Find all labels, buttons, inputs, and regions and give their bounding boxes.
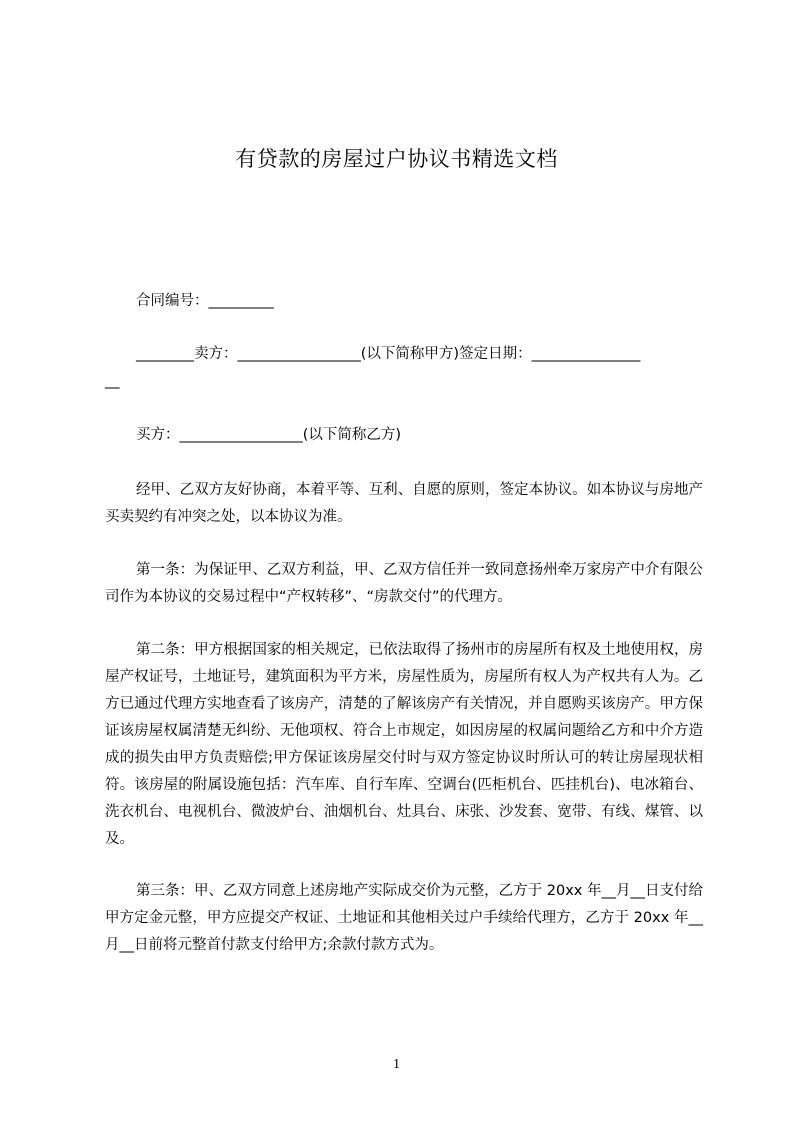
buyer-line: 买方：_________________(以下简称乙方) xyxy=(136,427,402,443)
paragraph-intro: 经甲、乙双方友好协商，本着平等、互利、自愿的原则，签定本协议。如本协议与房地产买卖契约有冲突之处，以本协议为准。 xyxy=(105,482,703,525)
paragraph-article-1: 第一条：为保证甲、乙双方利益，甲、乙双方信任并一致同意扬州牵万家房产中介有限公司作为本协议的交易过程中“产权转移”、“房款交付”的代理方。 xyxy=(105,562,703,605)
seller-line-continuation: __ xyxy=(105,373,120,389)
page-number: 1 xyxy=(393,1057,400,1072)
seller-line: ________卖方：_________________(以下简称甲方)签定日期：_______________ xyxy=(136,346,641,362)
paragraph-article-2: 第二条：甲方根据国家的相关规定，已依法取得了扬州市的房屋所有权及土地使用权，房屋产权证号，土地证号，建筑面积为平方米，房屋性质为，房屋所有权人为产权共有人为。乙方已通过代理方实地查看了该房产，清楚的了解该房产有关情况，并自愿购买该房产。甲方保证该房屋权属清楚无纠纷、无他项权、符合上市规定，如因房屋的权属问题给乙方和中介方造成的损失由甲方负责赔偿;甲方保证该房屋交付时与双方签定协议时所认可的转让房屋现状相符。该房屋的附属设施包括：汽车库、自行车库、空调台(匹柜机台、匹挂机台)、电冰箱台、洗衣机台、电视机台、微波炉台、油烟机台、灶具台、床张、沙发套、宽带、有线、煤管、以及。 xyxy=(105,642,703,847)
paragraph-article-3: 第三条：甲、乙双方同意上述房地产实际成交价为元整，乙方于 20xx 年__月__日支付给甲方定金元整，甲方应提交产权证、土地证和其他相关过户手续给代理方，乙方于 20xx 年__月__日前将元整首付款支付给甲方;余款付款方式为。 xyxy=(105,883,703,953)
document-title: 有贷款的房屋过户协议书精选文档 xyxy=(235,147,558,171)
contract-number-line: 合同编号：_________ xyxy=(136,293,274,309)
